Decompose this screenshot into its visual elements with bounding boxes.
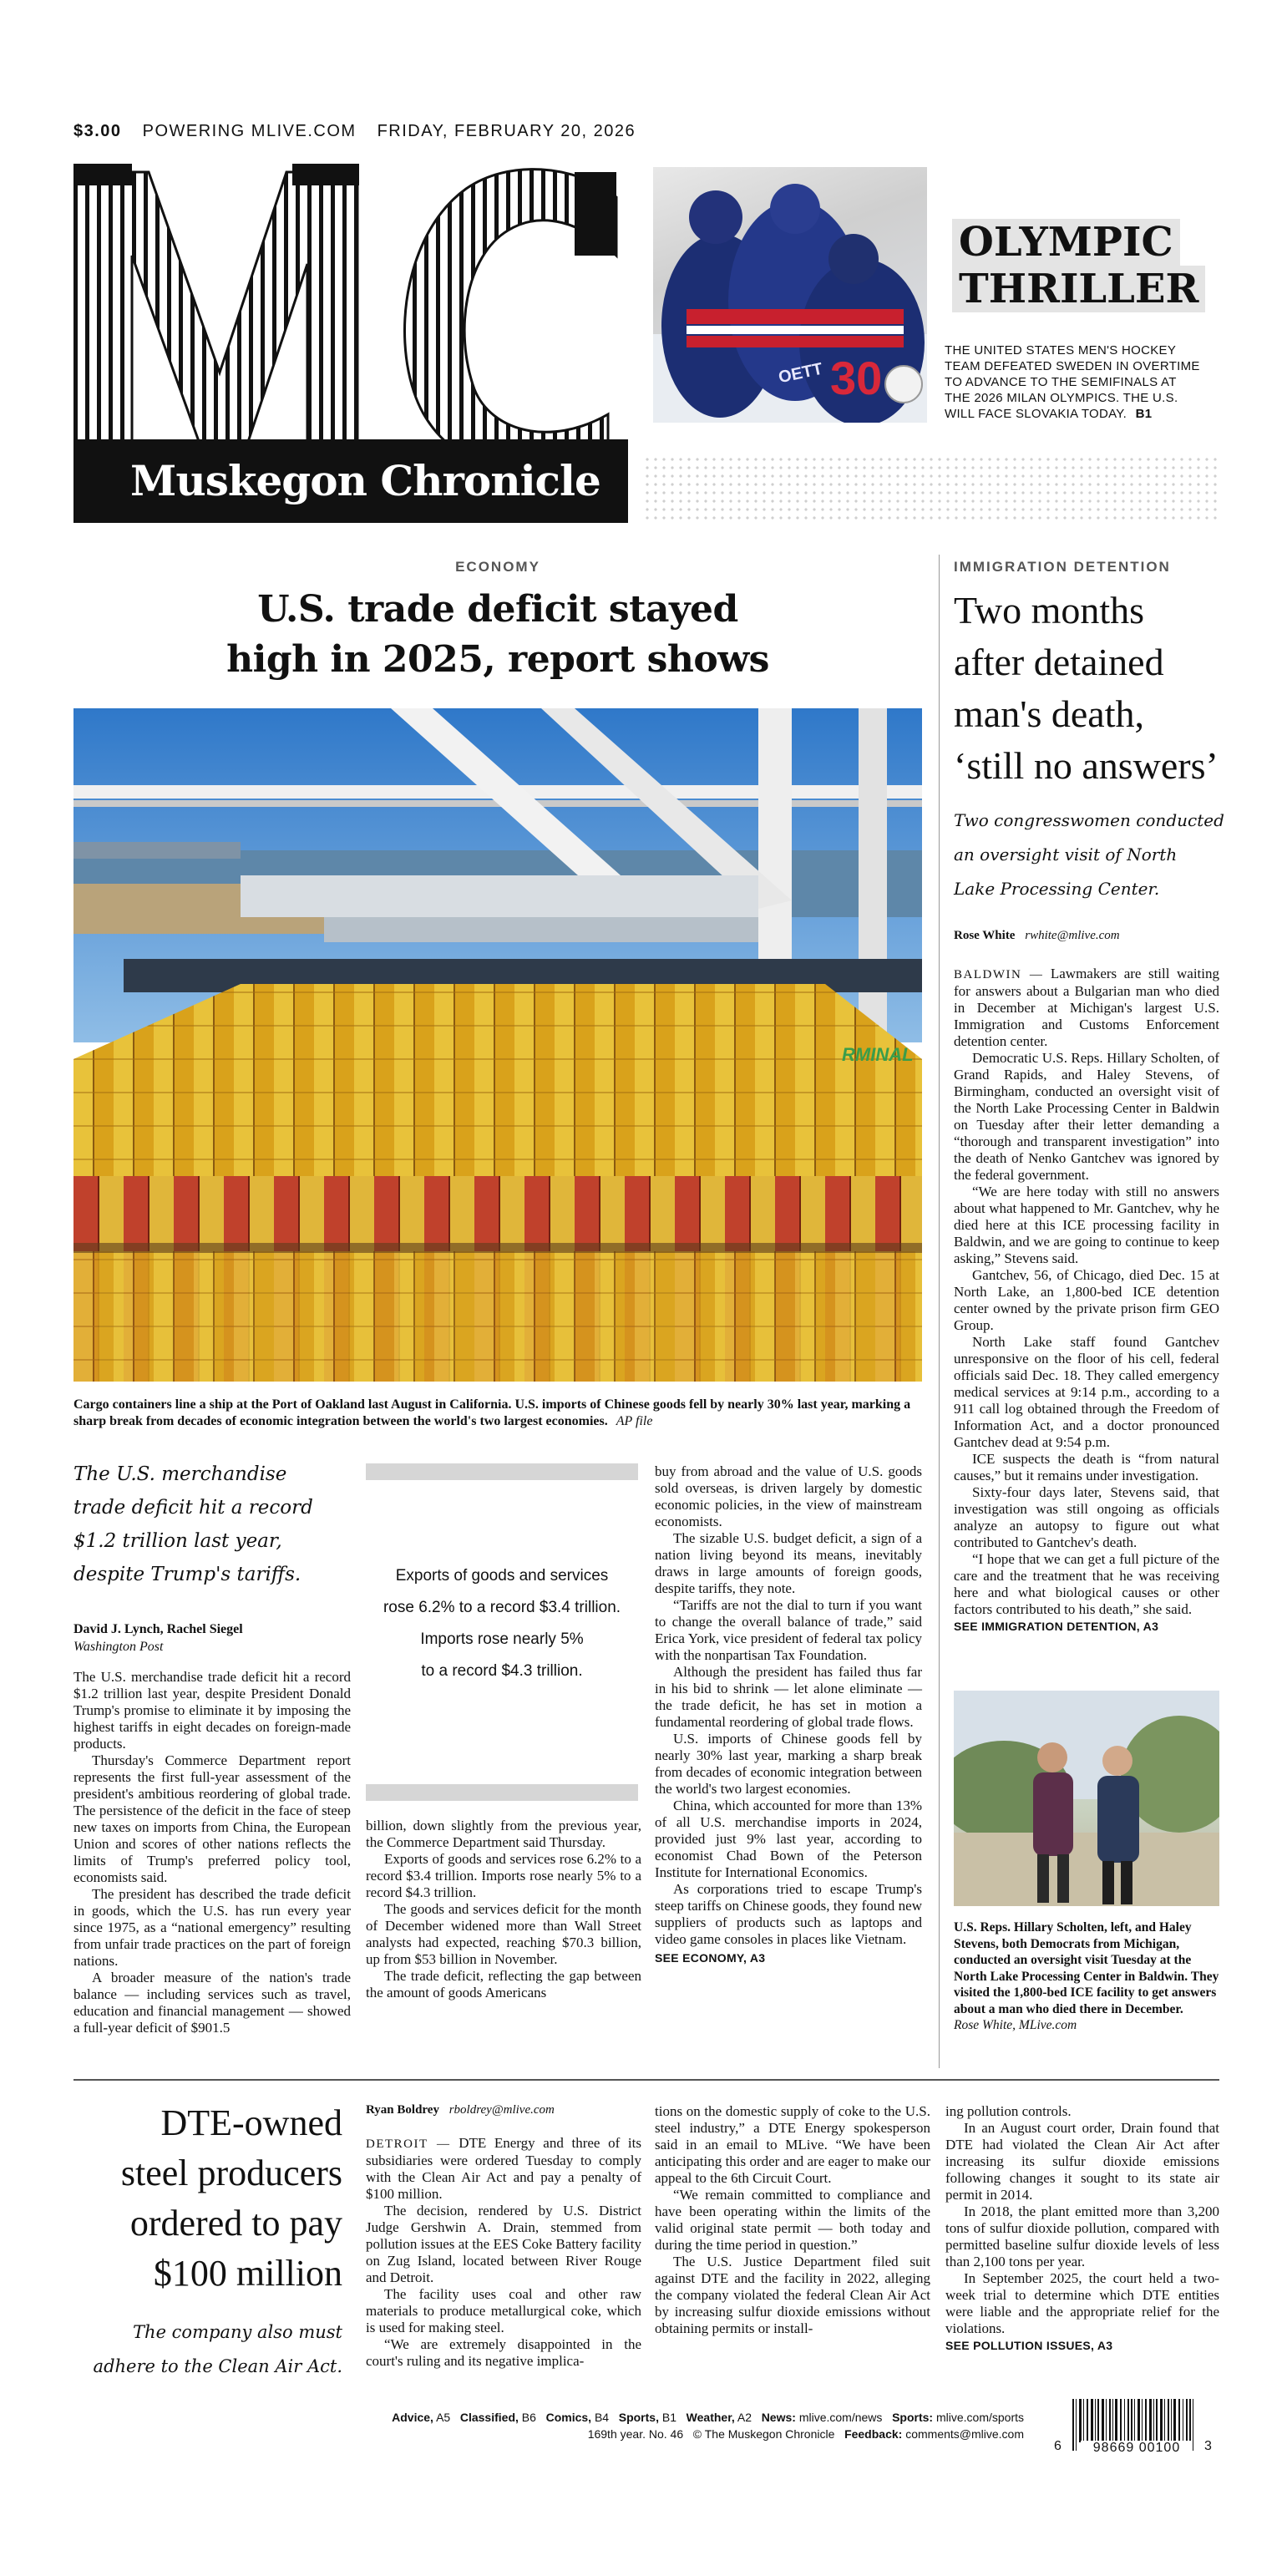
- barcode-digits: 98669 00100: [1081, 2441, 1193, 2456]
- bottom-column-2: [655, 2103, 930, 2337]
- side-p3: “We are here today with still no answers about what happened to Mr. Gantchev, why he died here at this ICE processing facility in Baldwin, and we are going to continue to keep asking,” Stevens said.: [954, 1184, 1219, 1266]
- footer-classified-label: Classified,: [459, 2411, 519, 2424]
- footer-weather-label: Weather,: [686, 2411, 735, 2424]
- side-byline: [954, 929, 1120, 943]
- lead-caption-credit: AP file: [616, 1414, 653, 1428]
- footer-sports-web-label: Sports:: [892, 2411, 934, 2424]
- column-rule-vertical: [939, 555, 940, 2068]
- bottom-headline-line-3: ordered to pay: [129, 2203, 342, 2244]
- bottom-jump[interactable]: SEE POLLUTION ISSUES, A3: [945, 2339, 1113, 2352]
- side-headline-line-4: ‘still no answers’: [954, 744, 1219, 787]
- photo-terminal-label: RMINAL: [842, 1044, 914, 1065]
- lead-col2-p2: Exports of goods and services rose 6.2% to a record $3.4 trillion. Imports rose nearly 5% to a record $4.3 trillion.: [366, 1851, 641, 1900]
- bottom-column-1: [366, 2135, 641, 2370]
- side-byline-name: Rose White: [954, 929, 1016, 942]
- lead-col1-p4: A broader measure of the nation's trade balance — including services such as travel, education and financial management — showed a full-year deficit of $901.5: [73, 1970, 351, 2036]
- lead-col3-p1: buy from abroad and the value of U.S. goods sold overseas, is driven largely by domestic economic policies, in the view of mainstream economists.: [655, 1463, 922, 1529]
- lead-deck-line-1: The U.S. merchandise: [73, 1463, 287, 1485]
- pullquote-line-3: Imports rose nearly 5%: [420, 1630, 584, 1648]
- side-deck-line-3: Lake Processing Center.: [954, 879, 1160, 899]
- lead-col2-p1: billion, down slightly from the previous year, the Commerce Department said Thursday.: [366, 1818, 641, 1850]
- footer-advice-page: A5: [436, 2411, 451, 2424]
- side-byline-email[interactable]: rwhite@mlive.com: [1025, 929, 1120, 942]
- footer-copyright: © The Muskegon Chronicle: [692, 2427, 835, 2441]
- lead-headline[interactable]: [73, 585, 922, 685]
- bottom-dateline: DETROIT —: [366, 2137, 451, 2151]
- lead-col2-p4: The trade deficit, reflecting the gap between the amount of goods Americans: [366, 1968, 641, 2000]
- barcode: [1054, 2399, 1218, 2466]
- bottom-headline-line-4: $100 million: [153, 2253, 342, 2294]
- lead-caption: [73, 1397, 925, 1430]
- side-headline-line-2: after detained: [954, 641, 1164, 683]
- footer-sports-url[interactable]: mlive.com/sports: [935, 2411, 1024, 2424]
- pullquote-line-4: to a record $4.3 trillion.: [421, 1662, 583, 1680]
- bottom-col1-p3: The facility uses coal and other raw materials to produce metallurgical coke, which is used for making steel.: [366, 2286, 641, 2335]
- footer-comics-label: Comics,: [545, 2411, 592, 2424]
- bottom-byline-email[interactable]: rboldrey@mlive.com: [448, 2103, 555, 2117]
- footer-year-line: 169th year. No. 46: [587, 2427, 684, 2441]
- side-p6: ICE suspects the death is “from natural causes,” but it remains under investigation.: [954, 1451, 1219, 1483]
- jersey-number: 30: [830, 352, 883, 404]
- barcode-left-digit: 6: [1054, 2439, 1062, 2453]
- bottom-headline-line-2: steel producers: [120, 2153, 342, 2193]
- side-p5: North Lake staff found Gantchev unresponsive on the floor of his cell, federal officials said Dec. 18. They called emergency medical services at 9:14 p.m., according to a 911 call log obtained through the Freedom of Information Act, and a doctor pronounced Gantchev dead at 9:54 p.m.: [954, 1334, 1219, 1450]
- side-body: [954, 966, 1219, 1635]
- bottom-col3-p4: In September 2025, the court held a two-week trial to determine which DTE entities were liable and the appropriate relief for the violations.: [945, 2270, 1219, 2336]
- side-caption-text: U.S. Reps. Hillary Scholten, left, and Haley Stevens, both Democrats from Michigan, conducted an oversight visit Tuesday at the North Lake Processing Center in Baldwin. They visited the 1,800-bed ICE facility to get answers about a man who died there in December.: [954, 1920, 1219, 2016]
- powering-label: POWERING MLIVE.COM: [142, 122, 357, 140]
- footer-feedback-email[interactable]: comments@mlive.com: [905, 2427, 1024, 2441]
- footer-index-line-1: [332, 2409, 1024, 2426]
- lead-byline-names: David J. Lynch, Rachel Siegel: [73, 1622, 243, 1636]
- lead-col3-p6: China, which accounted for more than 13% of all U.S. merchandise imports in 2024, provided just 9% last year, according to economist Chad Bown of the Peterson Institute for International Economics.: [655, 1798, 922, 1880]
- lead-kicker: ECONOMY: [455, 559, 540, 575]
- bottom-byline-name: Ryan Boldrey: [366, 2103, 439, 2117]
- promo-title-line-2: THRILLER: [952, 266, 1205, 312]
- footer-news-label: News:: [761, 2411, 796, 2424]
- footer-sports-label: Sports,: [618, 2411, 659, 2424]
- lead-deck-line-2: trade deficit hit a record: [73, 1497, 313, 1519]
- footer-feedback-label: Feedback:: [844, 2427, 903, 2441]
- side-p4: Gantchev, 56, of Chicago, died Dec. 15 at North Lake, an 1,800-bed ICE detention center owned by the private prison firm GEO Group.: [954, 1267, 1219, 1333]
- lead-deck: [73, 1458, 357, 1591]
- footer-index-line-2: [332, 2426, 1024, 2442]
- side-p2: Democratic U.S. Reps. Hillary Scholten, of Grand Rapids, and Haley Stevens, of Birmingham, conducted an oversight visit of the North Lake Processing Center in Baldwin on Tuesday after their letter demanding a “thorough and transparent investigation” into the death of Nenko Gantchev was ignored by the federal government.: [954, 1050, 1219, 1183]
- side-caption-credit: Rose White, MLive.com: [954, 2018, 1077, 2032]
- lead-caption-text: Cargo containers line a ship at the Port of Oakland last August in California. U.S. imports of Chinese goods fell by nearly 30% last year, marking a sharp break from decades of economic integration between the world's two largest economies.: [73, 1397, 911, 1428]
- promo-title-line-1: OLYMPIC: [952, 219, 1180, 266]
- jersey-name: OETT: [777, 359, 824, 388]
- promo-body: THE UNITED STATES MEN'S HOCKEY TEAM DEFEATED SWEDEN IN OVERTIME TO ADVANCE TO THE SEMIFINALS AT THE 2026 MILAN OLYMPICS. THE U.S. WILL FACE SLOVAKIA TODAY.: [945, 343, 1200, 421]
- side-p1: Lawmakers are still waiting for answers about a Bulgarian man who died in December at Michigan's largest U.S. Immigration and Customs Enforcement detention center.: [954, 966, 1219, 1049]
- pullquote-bottom-rule: [366, 1784, 638, 1801]
- bottom-col3-p1: ing pollution controls.: [945, 2103, 1072, 2119]
- lead-col3-p2: The sizable U.S. budget deficit, a sign of a nation living beyond its means, inevitably draws in large amounts of foreign goods, despite tariffs, they note.: [655, 1530, 922, 1596]
- footer-index: [332, 2409, 1024, 2442]
- olympic-hockey-photo: [653, 167, 927, 423]
- bottom-col2-p1: tions on the domestic supply of coke to the U.S. steel industry,” a DTE Energy spokesperson said in an email to MLive. “We have been anticipating this order and are eager to make our appeal to the 6th Circuit Court.: [655, 2103, 930, 2186]
- lead-col1-p2: Thursday's Commerce Department report represents the first full-year assessment of the president's ambitious reordering of global trade. The persistence of the deficit in the face of steep new taxes on imports from China, the European Union and scores of other nations reflects the limits of Trump's preferred policy tool, economists said.: [73, 1752, 351, 1885]
- side-jump[interactable]: SEE IMMIGRATION DETENTION, A3: [954, 1620, 1159, 1633]
- lead-deck-line-4: despite Trump's tariffs.: [73, 1564, 301, 1585]
- pullquote-line-1: Exports of goods and services: [395, 1567, 609, 1585]
- side-deck-line-1: Two congresswomen conducted: [954, 810, 1224, 830]
- bottom-col3-p3: In 2018, the plant emitted more than 3,200 tons of sulfur dioxide pollution, compared with permitted baseline sulfur dioxide levels of less than 2,100 tons per year.: [945, 2203, 1219, 2269]
- side-headline-line-3: man's death,: [954, 692, 1145, 735]
- bottom-col1-p4: “We are extremely disappointed in the court's ruling and its negative implica-: [366, 2336, 641, 2369]
- promo-text: [945, 342, 1203, 422]
- side-deck-line-2: an oversight visit of North: [954, 844, 1178, 865]
- masthead-logo: [73, 164, 628, 523]
- footer-classified-page: B6: [521, 2411, 536, 2424]
- pullquote: [366, 1560, 638, 1687]
- bottom-col1-p2: The decision, rendered by U.S. District Judge Gershwin A. Drain, stemmed from pollution issues at the EES Coke Battery facility on Zug Island, located between River Rouge and Detroit.: [366, 2203, 641, 2285]
- bottom-col1-p1: DTE Energy and three of its subsidiaries were ordered Tuesday to comply with the Clean Air Act and pay a penalty of $100 million.: [366, 2135, 641, 2202]
- lead-column-3: [655, 1463, 922, 1966]
- bottom-col3-p2: In an August court order, Drain found that DTE had violated the Clean Air Act after increasing its sulfur dioxide emissions following changes it sought to its state air permit in 2014.: [945, 2120, 1219, 2203]
- bottom-deck-line-1: The company also must: [133, 2322, 342, 2342]
- footer-news-url[interactable]: mlive.com/news: [798, 2411, 883, 2424]
- masthead-top-line: [73, 122, 636, 141]
- lead-column-1: [73, 1669, 351, 2036]
- side-p7: Sixty-four days later, Stevens said, that investigation was still ongoing as officials analyze an autopsy to figure out what contributed to Gantchev's death.: [954, 1484, 1219, 1550]
- paper-name: Muskegon Chronicle: [130, 456, 600, 505]
- side-p8: “I hope that we can get a full picture of the care and the treatment that he was receiving here and what biological causes or other factors contributed to his death,” she said.: [954, 1551, 1219, 1617]
- bottom-column-3: [945, 2103, 1219, 2354]
- bottom-col2-p3: The U.S. Justice Department filed suit against DTE and the facility in 2022, alleging the company violated the federal Clean Air Act by increasing sulfur dioxide emissions without obtaining permits or install-: [655, 2254, 930, 2336]
- promo-dot-pattern: [643, 455, 1219, 524]
- pullquote-top-rule: [366, 1463, 638, 1480]
- congresswomen-photo: [954, 1691, 1219, 1906]
- lead-col3-p7: As corporations tried to escape Trump's steep tariffs on Chinese goods, they found new suppliers of products such as laptops and video game consoles in places like Vietnam.: [655, 1881, 922, 1947]
- side-caption: [954, 1919, 1223, 2034]
- bottom-headline[interactable]: [73, 2098, 342, 2299]
- promo-title: [952, 219, 1205, 312]
- port-photo: [73, 708, 922, 1382]
- side-kicker: IMMIGRATION DETENTION: [954, 559, 1171, 575]
- lead-col3-p3: “Tariffs are not the dial to turn if you want to change the overall balance of trade,” said Erica York, vice president of federal tax policy with the nonpartisan Tax Foundation.: [655, 1597, 922, 1663]
- lead-headline-line-2: high in 2025, report shows: [226, 638, 769, 681]
- lead-col3-p4: Although the president has failed thus far in his bid to shrink — let alone eliminate — the trade deficit, he has set in motion a fundamental reordering of global trade flows.: [655, 1664, 922, 1730]
- bottom-headline-line-1: DTE-owned: [160, 2102, 342, 2143]
- issue-date: FRIDAY, FEBRUARY 20, 2026: [377, 122, 636, 140]
- lead-byline: [73, 1620, 357, 1656]
- lead-headline-line-1: U.S. trade deficit stayed: [257, 588, 738, 631]
- barcode-right-digit: 3: [1204, 2439, 1212, 2453]
- footer-weather-page: A2: [737, 2411, 752, 2424]
- lead-col1-p3: The president has described the trade deficit in goods, which the U.S. has run every year since 1975, as a “national emergency” resulting from unfair trade practices on the part of foreign nations.: [73, 1886, 351, 1969]
- section-rule-horizontal: [73, 2079, 1219, 2081]
- side-deck: [954, 804, 1229, 906]
- lead-col2-p3: The goods and services deficit for the month of December widened more than Wall Street analysts had expected, reaching $70.3 billion, up from $53 billion in November.: [366, 1901, 641, 1967]
- side-dateline: BALDWIN —: [954, 968, 1044, 981]
- lead-deck-line-3: $1.2 trillion last year,: [73, 1530, 282, 1552]
- lead-col3-p5: U.S. imports of Chinese goods fell by nearly 30% last year, marking a sharp break from decades of economic integration between the world's two largest economies.: [655, 1731, 922, 1797]
- lead-byline-org: Washington Post: [73, 1640, 164, 1654]
- bottom-byline: [366, 2103, 555, 2117]
- footer-sports-page: B1: [661, 2411, 676, 2424]
- side-headline[interactable]: [954, 585, 1229, 792]
- bottom-deck: [73, 2315, 342, 2384]
- footer-comics-page: B4: [594, 2411, 610, 2424]
- bottom-col2-p2: “We remain committed to compliance and have been operating within the limits of the valid original state permit — both today and during the time period in question.”: [655, 2187, 930, 2253]
- footer-advice-label: Advice,: [392, 2411, 433, 2424]
- lead-col1-p1: The U.S. merchandise trade deficit hit a record $1.2 trillion last year, despite President Donald Trump's promise to eliminate it by imposing the highest tariffs in eight decades on foreign-made products.: [73, 1669, 351, 1752]
- lead-jump[interactable]: SEE ECONOMY, A3: [655, 1951, 766, 1965]
- promo-jump[interactable]: B1: [1135, 407, 1153, 421]
- price: $3.00: [73, 122, 122, 140]
- bottom-deck-line-2: adhere to the Clean Air Act.: [93, 2356, 342, 2376]
- pullquote-line-2: rose 6.2% to a record $3.4 trillion.: [383, 1599, 621, 1616]
- side-headline-line-1: Two months: [954, 589, 1145, 631]
- lead-column-2: [366, 1818, 641, 2001]
